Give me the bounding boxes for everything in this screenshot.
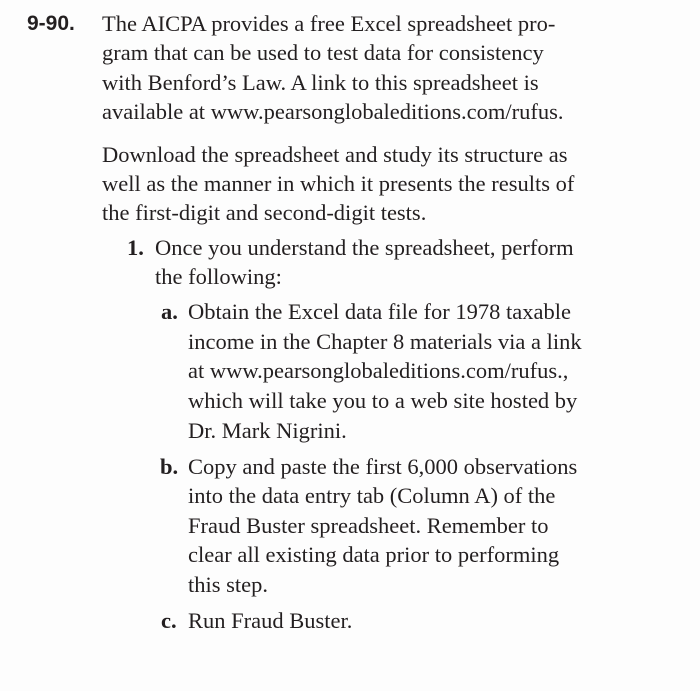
item-1-line: Once you understand the spreadsheet, perform <box>155 235 574 260</box>
item-1-label: 1. <box>127 235 144 260</box>
item-b-line: this step. <box>188 572 269 597</box>
item-b-line: clear all existing data prior to performing <box>188 542 560 567</box>
problem-text-line: available at www.pearsonglobaleditions.com/rufus. <box>102 99 564 124</box>
problem-text-line: gram that can be used to test data for consistency <box>102 40 544 65</box>
item-c-line: Run Fraud Buster. <box>188 608 353 633</box>
item-a-line: which will take you to a web site hosted by <box>188 388 578 413</box>
item-a-line: at www.pearsonglobaleditions.com/rufus., <box>188 358 569 383</box>
problem-text-line: with Benford’s Law. A link to this spreadsheet is <box>102 70 539 95</box>
item-b-line: Copy and paste the first 6,000 observations <box>188 454 578 479</box>
item-a-line: income in the Chapter 8 materials via a link <box>188 329 582 354</box>
paragraph-line: Download the spreadsheet and study its structure as <box>102 142 568 167</box>
item-b-label: b. <box>160 454 179 479</box>
item-1-line: the following: <box>155 264 282 289</box>
problem-number: 9-90. <box>27 12 75 35</box>
item-a-label: a. <box>161 299 178 324</box>
item-b-line: into the data entry tab (Column A) of the <box>188 483 556 508</box>
item-b-line: Fraud Buster spreadsheet. Remember to <box>188 513 549 538</box>
item-c-label: c. <box>161 608 177 633</box>
paragraph-line: well as the manner in which it presents the results of <box>102 171 575 196</box>
problem-text-line: The AICPA provides a free Excel spreadsheet pro- <box>102 11 556 36</box>
paragraph-line: the first-digit and second-digit tests. <box>102 200 427 225</box>
item-a-line: Obtain the Excel data file for 1978 taxable <box>188 299 571 324</box>
item-a-line: Dr. Mark Nigrini. <box>188 418 347 443</box>
